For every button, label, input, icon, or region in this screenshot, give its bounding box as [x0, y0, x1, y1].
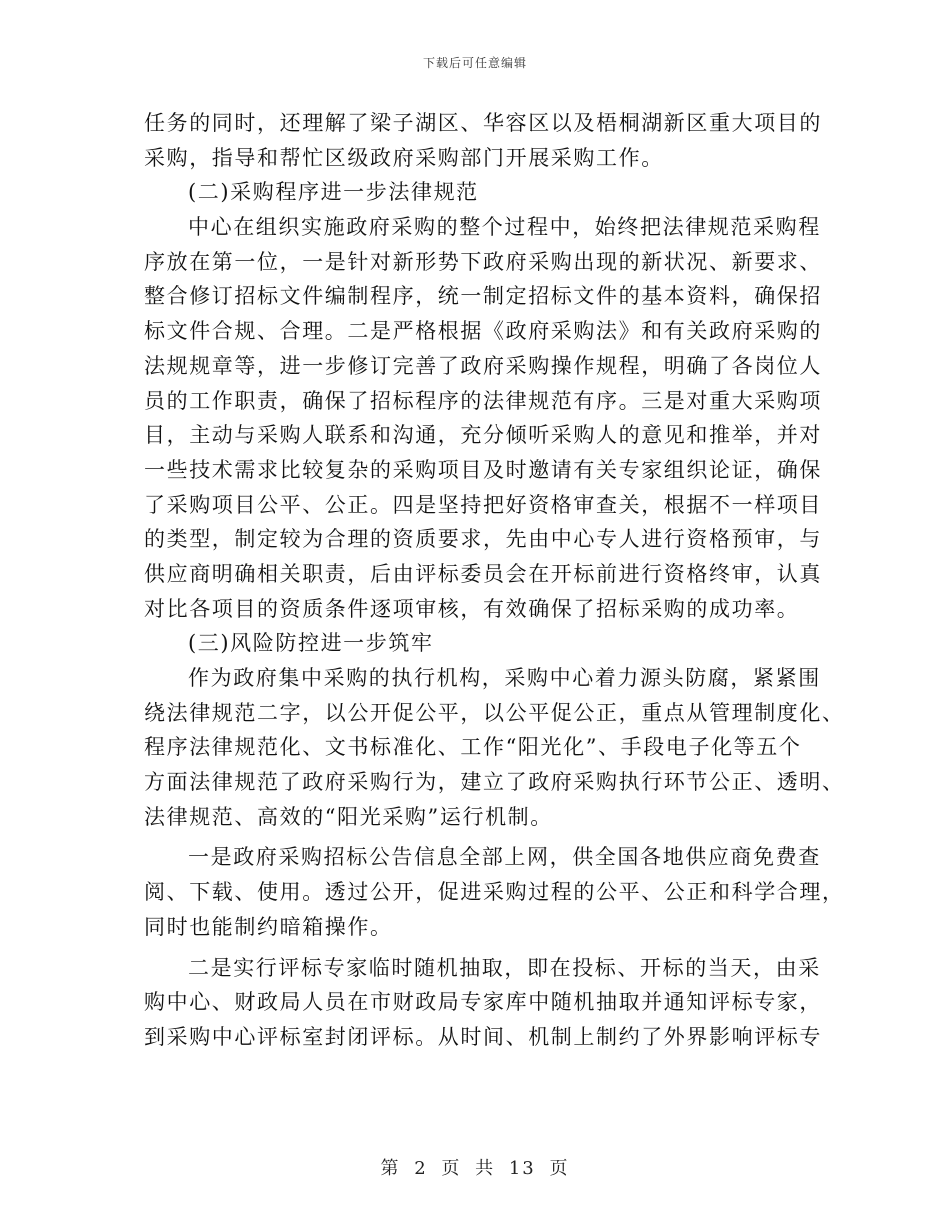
page-header: 下载后可任意编辑: [422, 56, 527, 70]
text-line: 目，主动与采购人联系和沟通，充分倾听采购人的意见和推举，并对: [144, 423, 822, 448]
text-line: 一是政府采购招标公告信息全部上网，供全国各地供应商免费查: [188, 845, 821, 870]
text-line: 法律规范、高效的“阳光采购”运行机制。: [144, 804, 553, 829]
text-line: 到采购中心评标室封闭评标。从时间、机制上制约了外界影响评标专: [144, 1024, 822, 1049]
text-line: 作为政府集中采购的执行机构，采购中心着力源头防腐，紧紧围: [188, 666, 821, 690]
text-line: 序放在第一位，一是针对新形势下政府采购出现的新状况、新要求、: [144, 249, 822, 274]
text-line: 员的工作职责，确保了招标程序的法律规范有序。三是对重大采购项: [144, 388, 822, 413]
text-line: 中心在组织实施政府采购的整个过程中，始终把法律规范采购程: [188, 215, 821, 240]
text-line: 了采购项目公平、公正。四是坚持把好资格审查关，根据不一样项目: [144, 492, 822, 517]
text-line: 采购，指导和帮忙区级政府采购部门开展采购工作。: [144, 145, 664, 170]
paragraph: [144, 661, 845, 834]
text-line: 购中心、财政局人员在市财政局专家库中随机抽取并通知评标专家，: [144, 990, 822, 1015]
paragraph: [144, 106, 822, 175]
text-line: 法规规章等，进一步修订完善了政府采购操作规程，明确了各岗位人: [144, 353, 822, 378]
paragraph: [144, 210, 822, 626]
section-heading: [144, 175, 804, 210]
text-line: 的类型，制定较为合理的资质要求，先由中心专人进行资格预审，与: [144, 527, 822, 552]
text-line: 任务的同时，还理解了梁子湖区、华容区以及梧桐湖新区重大项目的: [144, 111, 822, 135]
paragraph: [144, 840, 845, 944]
section-heading: [144, 626, 804, 661]
text-line: 方面法律规范了政府采购行为，建立了政府采购执行环节公正、透明、: [144, 770, 845, 795]
document-body: [144, 106, 845, 1055]
text-line: (二)采购程序进一步法律规范: [188, 180, 479, 205]
text-line: 一些技术需求比较复杂的采购项目及时邀请有关专家组织论证，确保: [144, 457, 822, 482]
text-line: 标文件合规、合理。二是严格根据《政府采购法》和有关政府采购的: [144, 319, 822, 344]
text-line: 阅、下载、使用。透过公开，促进采购过程的公平、公正和科学合理，: [144, 880, 845, 905]
paragraph: [144, 951, 822, 1055]
text-line: 供应商明确相关职责，后由评标委员会在开标前进行资格终审，认真: [144, 561, 822, 586]
text-line: 整合修订招标文件编制程序，统一制定招标文件的基本资料，确保招: [144, 284, 822, 309]
text-line: 对比各项目的资质条件逐项审核，有效确保了招标采购的成功率。: [144, 596, 800, 621]
text-line: 二是实行评标专家临时随机抽取，即在投标、开标的当天，由采: [188, 955, 821, 980]
page-number: 第 2 页 共 13 页: [380, 1158, 570, 1179]
text-line: 程序法律规范化、文书标准化、工作“阳光化”、手段电子化等五个: [144, 735, 802, 760]
text-line: 同时也能制约暗箱操作。: [144, 914, 393, 939]
text-line: (三)风险防控进一步筑牢: [188, 631, 434, 656]
text-line: 绕法律规范二字，以公开促公平，以公平促公正，重点从管理制度化、: [144, 700, 845, 725]
